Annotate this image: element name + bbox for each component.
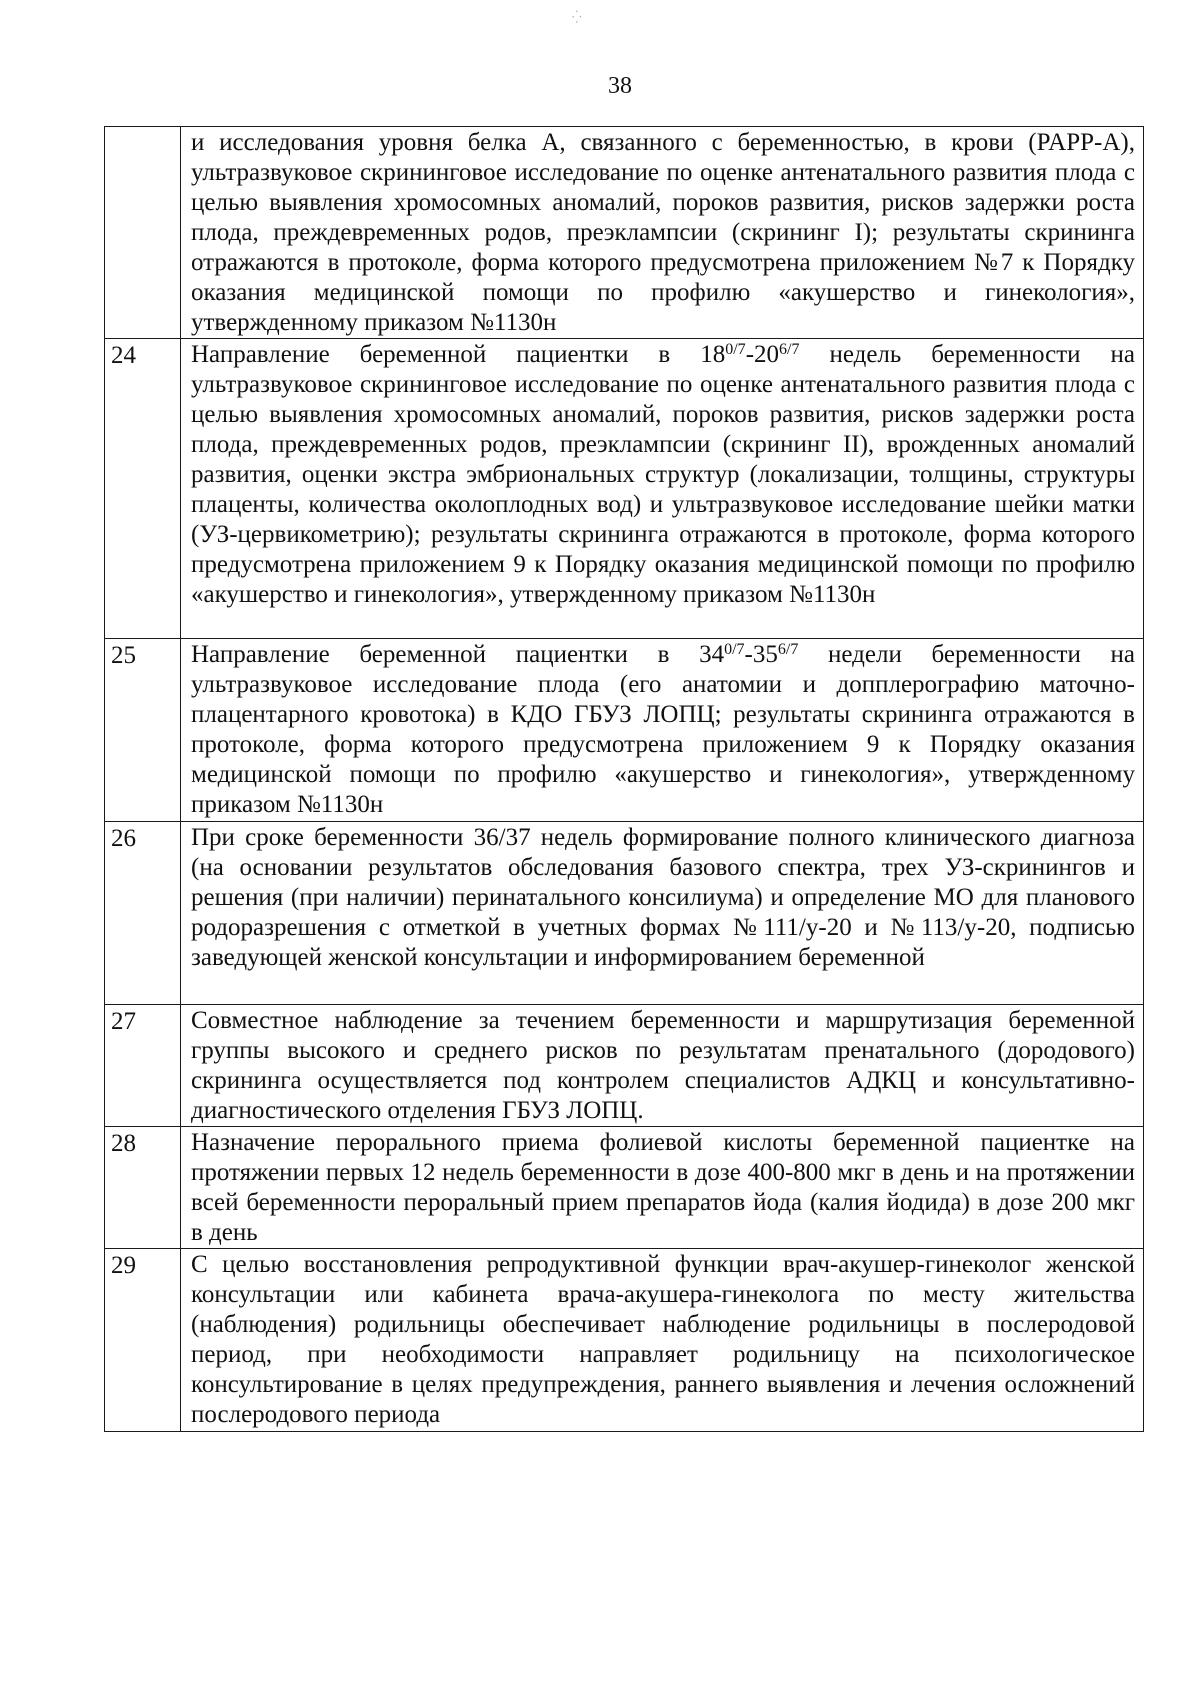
row-text-superscript: 0/7 [724,641,745,658]
table-row [105,1005,1144,1127]
table-row [105,1127,1144,1249]
table-row [105,639,1144,822]
row-text: и исследования уровня белка А, связанного с беременностью, в крови (PAPP-A), ультразвуковое скрининговое исследование по оценке антенатального развития плода с целью выявления хромосомных аномалий, пороков развития, рисков задержки роста плода, преждевременных родов, преэклампсии (скрининг I); результаты скрининга отражаются в протоколе, форма которого предусмотрена приложением №7 к Порядку оказания медицинской помощи по профилю «акушерство и гинекология», утвержденному приказом №1130н [181,127,1144,339]
row-text-part: Направление беременной пациентки в 34 [191,641,725,668]
row-text-superscript: 6/7 [779,341,800,358]
scan-speck-mark: ⁛ [572,10,582,24]
table-row [105,127,1144,339]
row-text [181,339,1144,639]
row-text-superscript: 6/7 [777,641,799,658]
page-number: 38 [608,73,632,99]
table-row [105,339,1144,639]
row-text: При сроке беременности 36/37 недель формирование полного клинического диагноза (на основании результатов обследования базового спектра, трех УЗ-скринингов и решения (при наличии) перинатального консилиума) и определение МО для планового родоразрешения с отметкой в учетных формах №111/у-20 и №113/у-20, подписью заведующей женской консультации и информированием беременной [181,822,1144,1005]
procedure-table [104,126,1144,1432]
row-text [181,639,1144,822]
row-text: Совместное наблюдение за течением беременности и маршрутизация беременной группы высокого и среднего рисков по результатам пренатального (дородового) скрининга осуществляется под контролем специалистов АДКЦ и консультативно-диагностического отделения ГБУЗ ЛОПЦ. [181,1005,1144,1127]
row-text-part: -20 [745,341,780,368]
table-row [105,822,1144,1005]
row-text: С целью восстановления репродуктивной функции врач-акушер-гинеколог женской консультации или кабинета врача-акушера-гинеколога по месту жительства (наблюдения) родильницы обеспечивает наблюдение родильницы в послеродовой период, при необходимости направляет родильницу на психологическое консультирование в целях предупреждения, раннего выявления и лечения осложнений послеродового периода [181,1249,1144,1432]
row-text: Назначение перорального приема фолиевой кислоты беременной пациентке на протяжении первых 12 недель беременности в дозе 400-800 мкг в день и на протяжении всей беременности пероральный прием препаратов йода (калия йодида) в дозе 200 мкг в день [181,1127,1144,1249]
row-text-part: -35 [744,641,778,668]
row-number: 26 [105,822,181,1005]
row-number: 27 [105,1005,181,1127]
row-text-part: недели беременности на ультразвуковое исследование плода (его анатомии и допплерографию маточно-плацентарного кровотока) в КДО ГБУЗ ЛОПЦ; результаты скрининга отражаются в протоколе, форма которого предусмотрена приложением 9 к Порядку оказания медицинской помощи по профилю «акушерство и гинекология», утвержденному приказом №1130н [191,641,1135,818]
table-row [105,1249,1144,1432]
row-number: 24 [105,339,181,639]
row-text-part: Направление беременной пациентки в 18 [191,341,726,368]
row-text-part: недель беременности на ультразвуковое скрининговое исследование по оценке антенатального развития плода с целью выявления хромосомных аномалий, пороков развития, рисков задержки роста плода, преждевременных родов, преэклампсии (скрининг II), врожденных аномалий развития, оценки экстра эмбриональных структур (локализации, толщины, структуры плаценты, количества околоплодных вод) и ультразвуковое исследование шейки матки (УЗ-цервикометрию); результаты скрининга отражаются в протоколе, форма которого предусмотрена приложением 9 к Порядку оказания медицинской помощи по профилю «акушерство и гинекология», утвержденному приказом №1130н [191,341,1136,608]
row-number: 29 [105,1249,181,1432]
row-number: 28 [105,1127,181,1249]
row-number [105,127,181,339]
row-text-superscript: 0/7 [725,341,746,358]
row-number: 25 [105,639,181,822]
